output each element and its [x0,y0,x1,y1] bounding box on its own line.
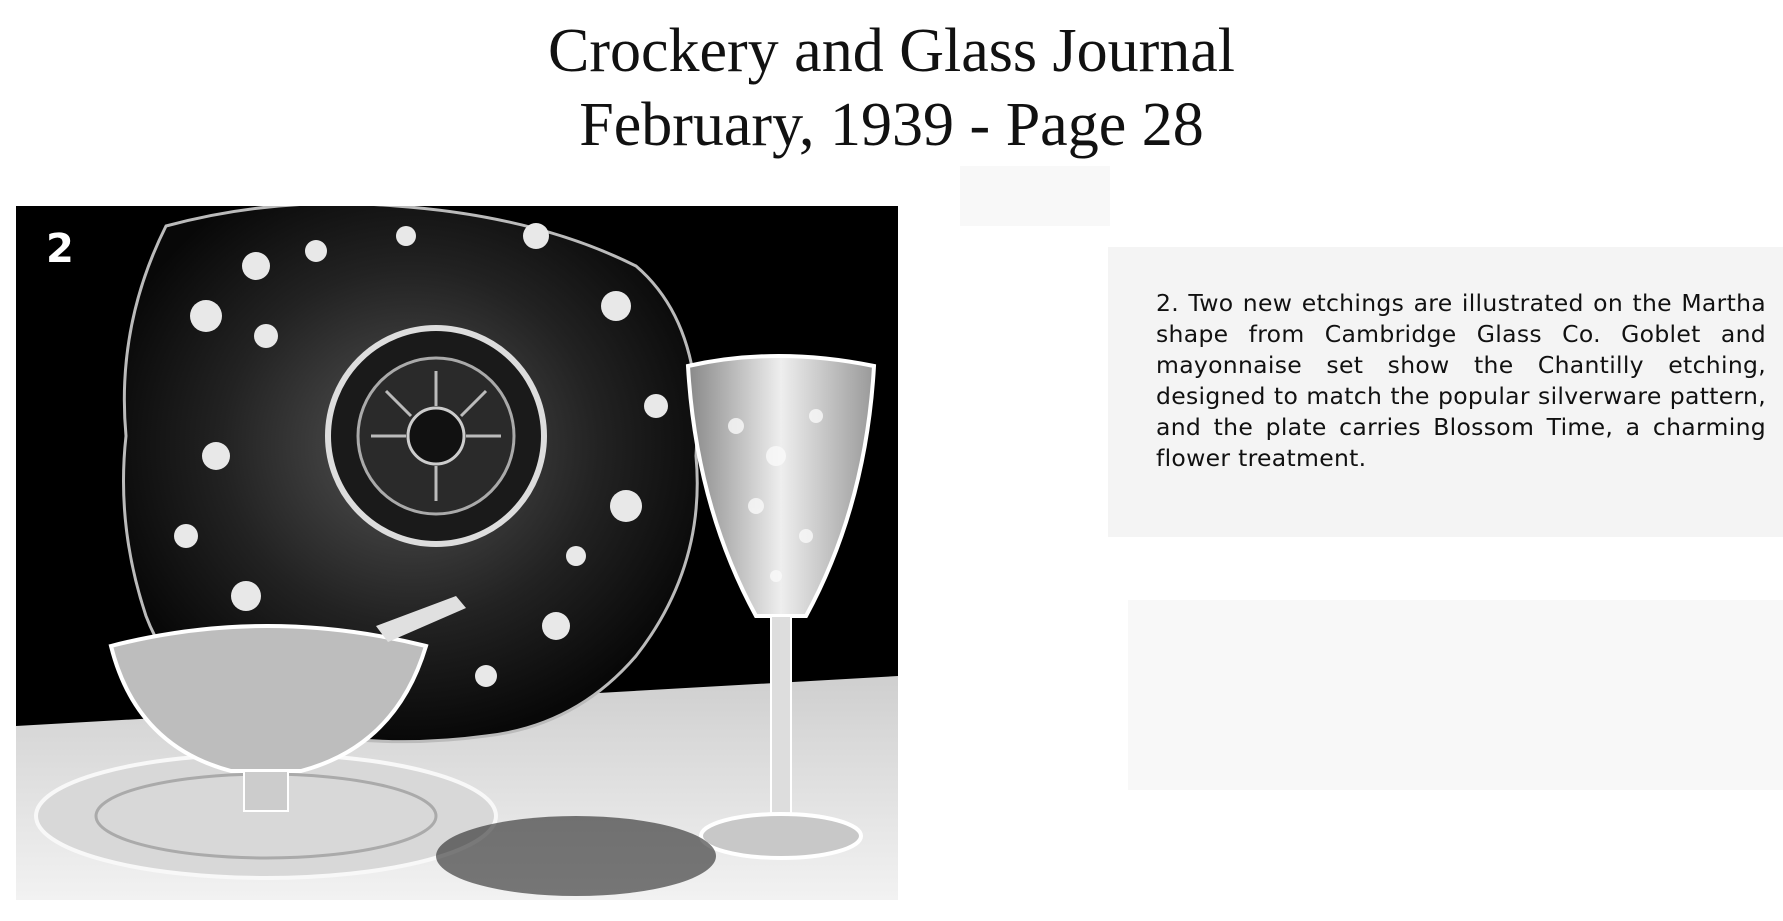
photo-illustration [16,206,898,900]
journal-title: Crockery and Glass Journal [548,17,1235,85]
goblet-stem [771,616,791,816]
scan-artifact [960,166,1110,226]
scan-artifact [1128,600,1783,790]
issue-date-page: February, 1939 - Page 28 [579,91,1204,159]
glass-shadow [436,816,716,896]
goblet-foot [701,814,861,858]
figure-number: 2 [46,226,74,272]
glassware-photograph [16,206,898,900]
page-header [0,14,1783,162]
figure-caption: 2. Two new etchings are illustrated on the Martha shape from Cambridge Glass Co. Goblet and mayonnaise set show the Chantilly etching, designed to match the popular silverware pattern, and the plate carries Blossom Time, a charming flower treatment. [1156,289,1766,472]
